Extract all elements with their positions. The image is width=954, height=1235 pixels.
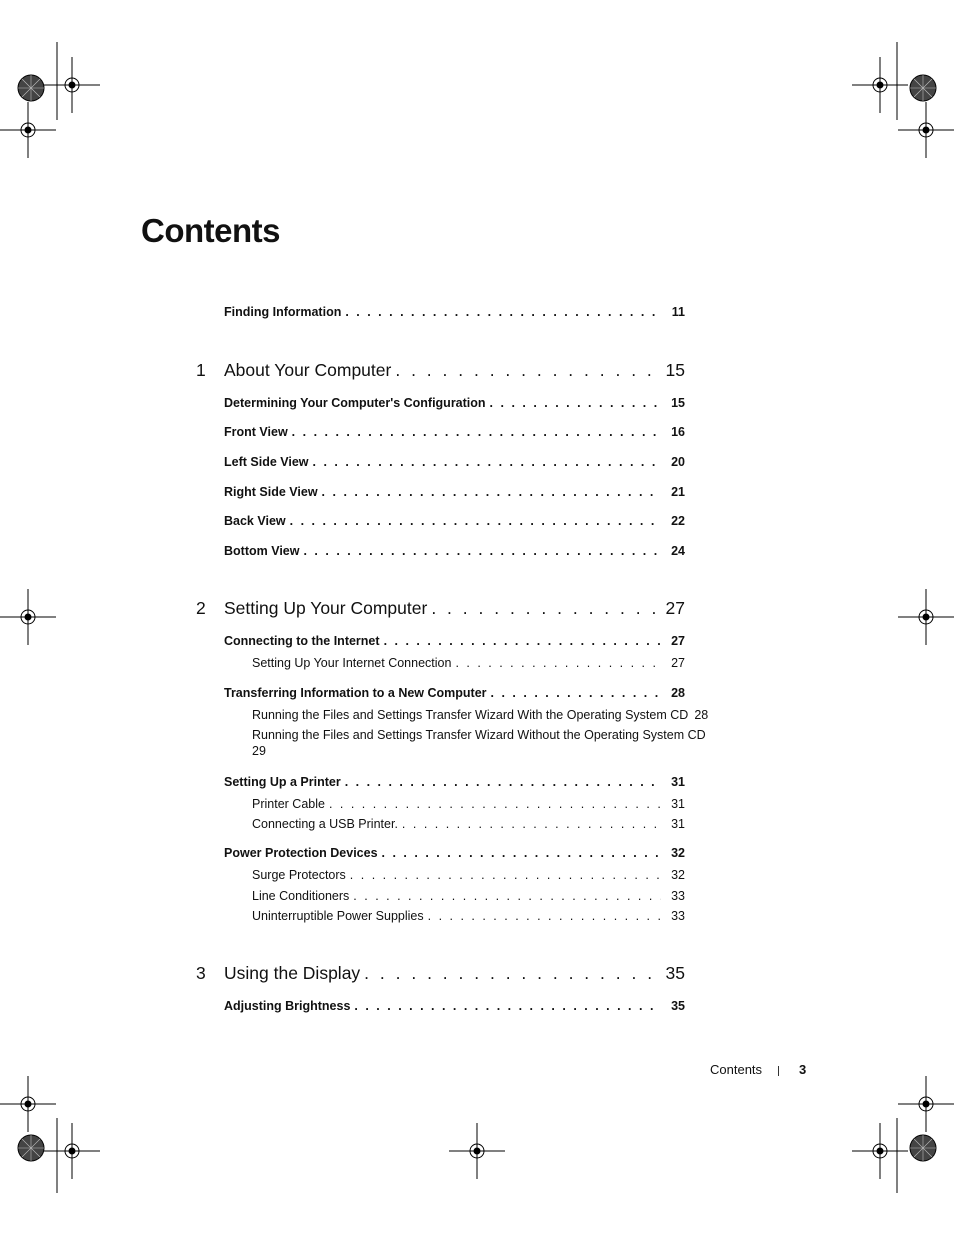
toc-entry-page: 11 — [671, 305, 685, 319]
dot-leader — [490, 396, 661, 410]
toc-entry-page: 31 — [671, 775, 685, 789]
toc-entry-label: Surge Protectors — [252, 868, 346, 882]
toc-entry-bottom-view[interactable] — [224, 544, 685, 558]
toc-entry-label: Uninterruptible Power Supplies — [252, 909, 424, 923]
toc-entry-page: 28 — [694, 708, 709, 722]
toc-entry-page: 22 — [671, 514, 685, 528]
toc-entry-page: 29 — [252, 744, 266, 758]
toc-entry-page: 15 — [671, 396, 685, 410]
toc-entry-wizard-without-cd[interactable] — [252, 727, 712, 759]
toc-entry-page: 33 — [671, 909, 685, 923]
dot-leader — [322, 485, 661, 499]
toc-entry-label: Left Side View — [224, 455, 309, 469]
toc-entry-power-protection[interactable] — [224, 846, 685, 860]
dot-leader — [345, 305, 661, 319]
toc-entry-page: 31 — [671, 797, 685, 811]
toc-chapter-2[interactable] — [196, 598, 685, 619]
toc-entry-page: 33 — [671, 889, 685, 903]
dot-leader — [354, 999, 661, 1013]
toc-entry-left-side-view[interactable] — [224, 455, 685, 469]
toc-entry-page: 32 — [671, 846, 685, 860]
toc-entry-printer-cable[interactable] — [252, 797, 685, 811]
chapter-number: 3 — [196, 963, 206, 983]
footer-section-label: Contents — [710, 1062, 763, 1077]
toc-entry-surge-protectors[interactable] — [252, 868, 685, 882]
toc-entry-line-conditioners[interactable] — [252, 889, 685, 903]
toc-entry-label: Finding Information — [224, 305, 342, 319]
toc-entry-label: Setting Up a Printer — [224, 775, 341, 789]
chapter-title: Using the Display — [224, 963, 361, 983]
toc-entry-page: 16 — [671, 425, 685, 439]
dot-leader — [329, 797, 661, 811]
toc-entry-transferring-information[interactable] — [224, 686, 685, 700]
toc-entry-front-view[interactable] — [224, 425, 685, 439]
dot-leader — [345, 775, 661, 789]
toc-entry-label: Running the Files and Settings Transfer Wizard Without the Operating System CD — [252, 728, 706, 742]
toc-entry-finding-information[interactable] — [224, 305, 685, 319]
toc-entry-label: Back View — [224, 514, 286, 528]
dot-leader — [290, 514, 661, 528]
toc-entry-right-side-view[interactable] — [224, 485, 685, 499]
toc-entry-page: 20 — [671, 455, 685, 469]
toc-entry-label: Setting Up Your Internet Connection — [252, 656, 452, 670]
chapter-title: About Your Computer — [224, 360, 392, 380]
dot-leader — [395, 360, 657, 381]
dot-leader — [350, 868, 661, 882]
footer-page-number: 3 — [799, 1062, 807, 1077]
dot-leader — [455, 656, 661, 670]
chapter-title: Setting Up Your Computer — [224, 598, 428, 618]
toc-entry-determining-configuration[interactable] — [224, 396, 685, 410]
toc-entry-label: Line Conditioners — [252, 889, 350, 903]
chapter-page: 35 — [665, 963, 685, 983]
chapter-number: 2 — [196, 598, 206, 618]
toc-entry-label: Determining Your Computer's Configuration — [224, 396, 486, 410]
chapter-page: 27 — [665, 598, 685, 618]
toc-entry-label: Connecting a USB Printer. — [252, 817, 398, 831]
toc-entry-page: 24 — [671, 544, 685, 558]
toc-entry-label: Right Side View — [224, 485, 318, 499]
dot-leader — [431, 598, 657, 619]
toc-entry-page: 27 — [671, 656, 685, 670]
toc-entry-connecting-internet[interactable] — [224, 634, 685, 648]
toc-entry-page: 21 — [671, 485, 685, 499]
toc-entry-usb-printer[interactable] — [252, 817, 685, 831]
toc-entry-label: Running the Files and Settings Transfer Wizard With the Operating System CD — [252, 708, 689, 722]
toc-entry-page: 28 — [671, 686, 685, 700]
toc-entry-label: Transferring Information to a New Computer — [224, 686, 487, 700]
toc-entry-ups[interactable] — [252, 909, 685, 923]
toc-entry-label: Printer Cable — [252, 797, 325, 811]
dot-leader — [292, 425, 661, 439]
toc-entry-label: Connecting to the Internet — [224, 634, 380, 648]
dot-leader — [364, 963, 657, 984]
dot-leader — [384, 634, 661, 648]
dot-leader — [313, 455, 661, 469]
toc-chapter-3[interactable] — [196, 963, 685, 984]
dot-leader — [353, 889, 661, 903]
toc-entry-label: Adjusting Brightness — [224, 999, 351, 1013]
toc-entry-setting-up-printer[interactable] — [224, 775, 685, 789]
toc-entry-internet-connection[interactable] — [252, 656, 685, 670]
toc-entry-label: Power Protection Devices — [224, 846, 378, 860]
toc-entry-back-view[interactable] — [224, 514, 685, 528]
toc-entry-wizard-with-cd[interactable] — [252, 707, 712, 723]
page-title: Contents — [141, 212, 280, 249]
toc-entry-label: Bottom View — [224, 544, 300, 558]
footer-divider — [778, 1066, 779, 1076]
dot-leader — [303, 544, 661, 558]
toc-entry-adjusting-brightness[interactable] — [224, 999, 685, 1013]
toc-entry-page: 31 — [671, 817, 685, 831]
toc-entry-page: 35 — [671, 999, 685, 1013]
toc-chapter-1[interactable] — [196, 360, 685, 381]
dot-leader — [402, 817, 661, 831]
dot-leader — [382, 846, 661, 860]
dot-leader — [491, 686, 661, 700]
toc-entry-page: 32 — [671, 868, 685, 882]
toc-entry-page: 27 — [671, 634, 685, 648]
toc-entry-label: Front View — [224, 425, 288, 439]
chapter-page: 15 — [665, 360, 685, 380]
chapter-number: 1 — [196, 360, 206, 380]
dot-leader — [428, 909, 661, 923]
